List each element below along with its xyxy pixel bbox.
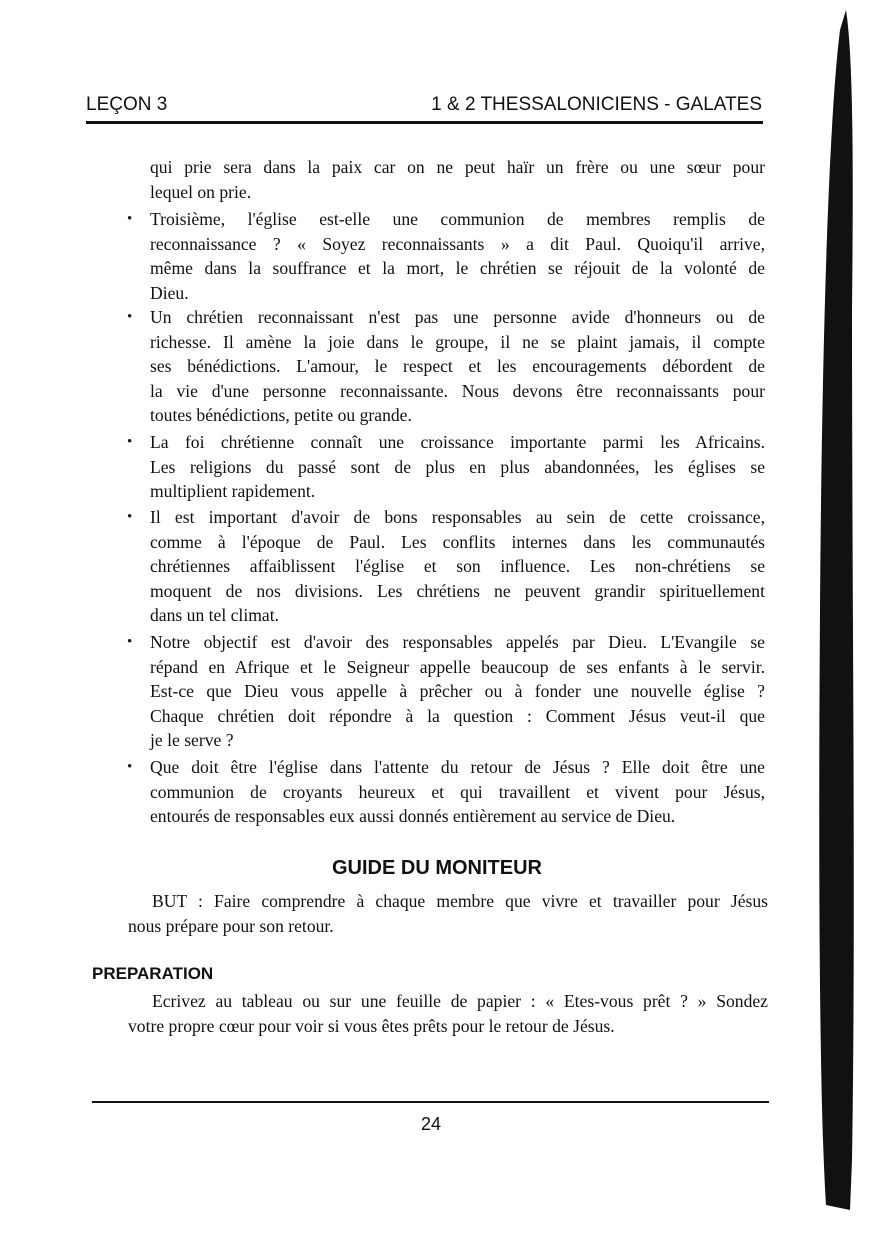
- text-line: Ecrivez au tableau ou sur une feuille de papier : « Etes-vous prêt ? » Sondez: [152, 991, 768, 1011]
- bullet-icon: •: [127, 634, 133, 650]
- text-line: Est-ce que Dieu vous appelle à prêcher ou à fonder une nouvelle église ?: [150, 681, 765, 701]
- text-line: Troisième, l'église est-elle une communion de membres remplis de: [150, 209, 765, 229]
- text-line: Chaque chrétien doit répondre à la question : Comment Jésus veut-il que: [150, 705, 765, 726]
- scan-edge-shadow: [812, 10, 862, 1210]
- scan-edge-shadow-shape: [819, 10, 854, 1210]
- running-title: 1 & 2 THESSALONICIENS - GALATES: [431, 94, 762, 115]
- bullet-icon: •: [127, 434, 133, 450]
- bullet-icon: •: [127, 211, 133, 227]
- page-number: 24: [420, 1114, 442, 1134]
- text-line: répand en Afrique et le Seigneur appelle beaucoup de ses enfants à le servir.: [150, 656, 765, 677]
- preparation-paragraph: [128, 989, 768, 1038]
- text-line: Que doit être l'église dans l'attente du retour de Jésus ? Elle doit être une: [150, 757, 765, 777]
- text-line: richesse. Il amène la joie dans le groupe, il ne se plaint jamais, il compte: [150, 331, 765, 352]
- text-line: ses bénédictions. L'amour, le respect et les encouragements débordent de: [150, 356, 765, 376]
- bullet-item: [127, 305, 765, 428]
- text-line: votre propre cœur pour voir si vous êtes prêts pour le retour de Jésus.: [128, 1015, 615, 1036]
- text-line: Un chrétien reconnaissant n'est pas une personne avide d'honneurs ou de: [150, 307, 765, 327]
- text-line: comme à l'époque de Paul. Les conflits internes dans les communautés: [150, 531, 765, 552]
- text-line: dans un tel climat.: [150, 605, 279, 625]
- text-line: multiplient rapidement.: [150, 481, 316, 501]
- text-line: chrétiennes affaiblissent l'église et son influence. Les non-chrétiens se: [150, 556, 765, 576]
- text-line: La foi chrétienne connaît une croissance importante parmi les Africains.: [150, 432, 765, 452]
- text-line: moquent de nos divisions. Les chrétiens ne peuvent grandir spirituellement: [150, 580, 765, 601]
- subsection-heading: PREPARATION: [92, 964, 214, 983]
- bullet-item: [127, 207, 765, 305]
- text-line: je le serve ?: [150, 730, 234, 750]
- bullet-item: [127, 755, 765, 829]
- but-paragraph: [128, 889, 768, 938]
- text-line: nous prépare pour son retour.: [128, 915, 334, 936]
- paragraph: [150, 155, 765, 204]
- bullet-item: [127, 430, 765, 504]
- bullet-item: [127, 505, 765, 628]
- text-line: Les religions du passé sont de plus en plus abandonnées, les églises se: [150, 456, 765, 477]
- text-line: même dans la souffrance et la mort, le chrétien se réjouit de la volonté de: [150, 258, 765, 278]
- text-line: reconnaissance ? « Soyez reconnaissants » a dit Paul. Quoiqu'il arrive,: [150, 233, 765, 254]
- lesson-label: LEÇON 3: [86, 94, 168, 115]
- text-line: la vie d'une personne reconnaissante. Nous devons être reconnaissants pour: [150, 380, 765, 401]
- bullet-icon: •: [127, 759, 133, 775]
- text-line: Dieu.: [150, 282, 189, 303]
- text-line: Notre objectif est d'avoir des responsables appelés par Dieu. L'Evangile se: [150, 632, 765, 652]
- bullet-icon: •: [127, 309, 133, 325]
- text-line: toutes bénédictions, petite ou grande.: [150, 405, 412, 425]
- text-line: Il est important d'avoir de bons responsables au sein de cette croissance,: [150, 507, 765, 527]
- bullet-item: [127, 630, 765, 753]
- text-line: lequel on prie.: [150, 181, 252, 202]
- footer-rule: [92, 1101, 769, 1103]
- section-heading: GUIDE DU MONITEUR: [332, 857, 542, 879]
- text-line: qui prie sera dans la paix car on ne peut haïr un frère ou une sœur pour: [150, 157, 765, 177]
- text-line: communion de croyants heureux et qui travaillent et vivent pour Jésus,: [150, 781, 765, 802]
- text-line: entourés de responsables eux aussi donnés entièrement au service de Dieu.: [150, 806, 676, 826]
- text-line: BUT : Faire comprendre à chaque membre que vivre et travailler pour Jésus: [152, 891, 768, 911]
- bullet-icon: •: [127, 509, 133, 525]
- header-rule: [86, 121, 763, 124]
